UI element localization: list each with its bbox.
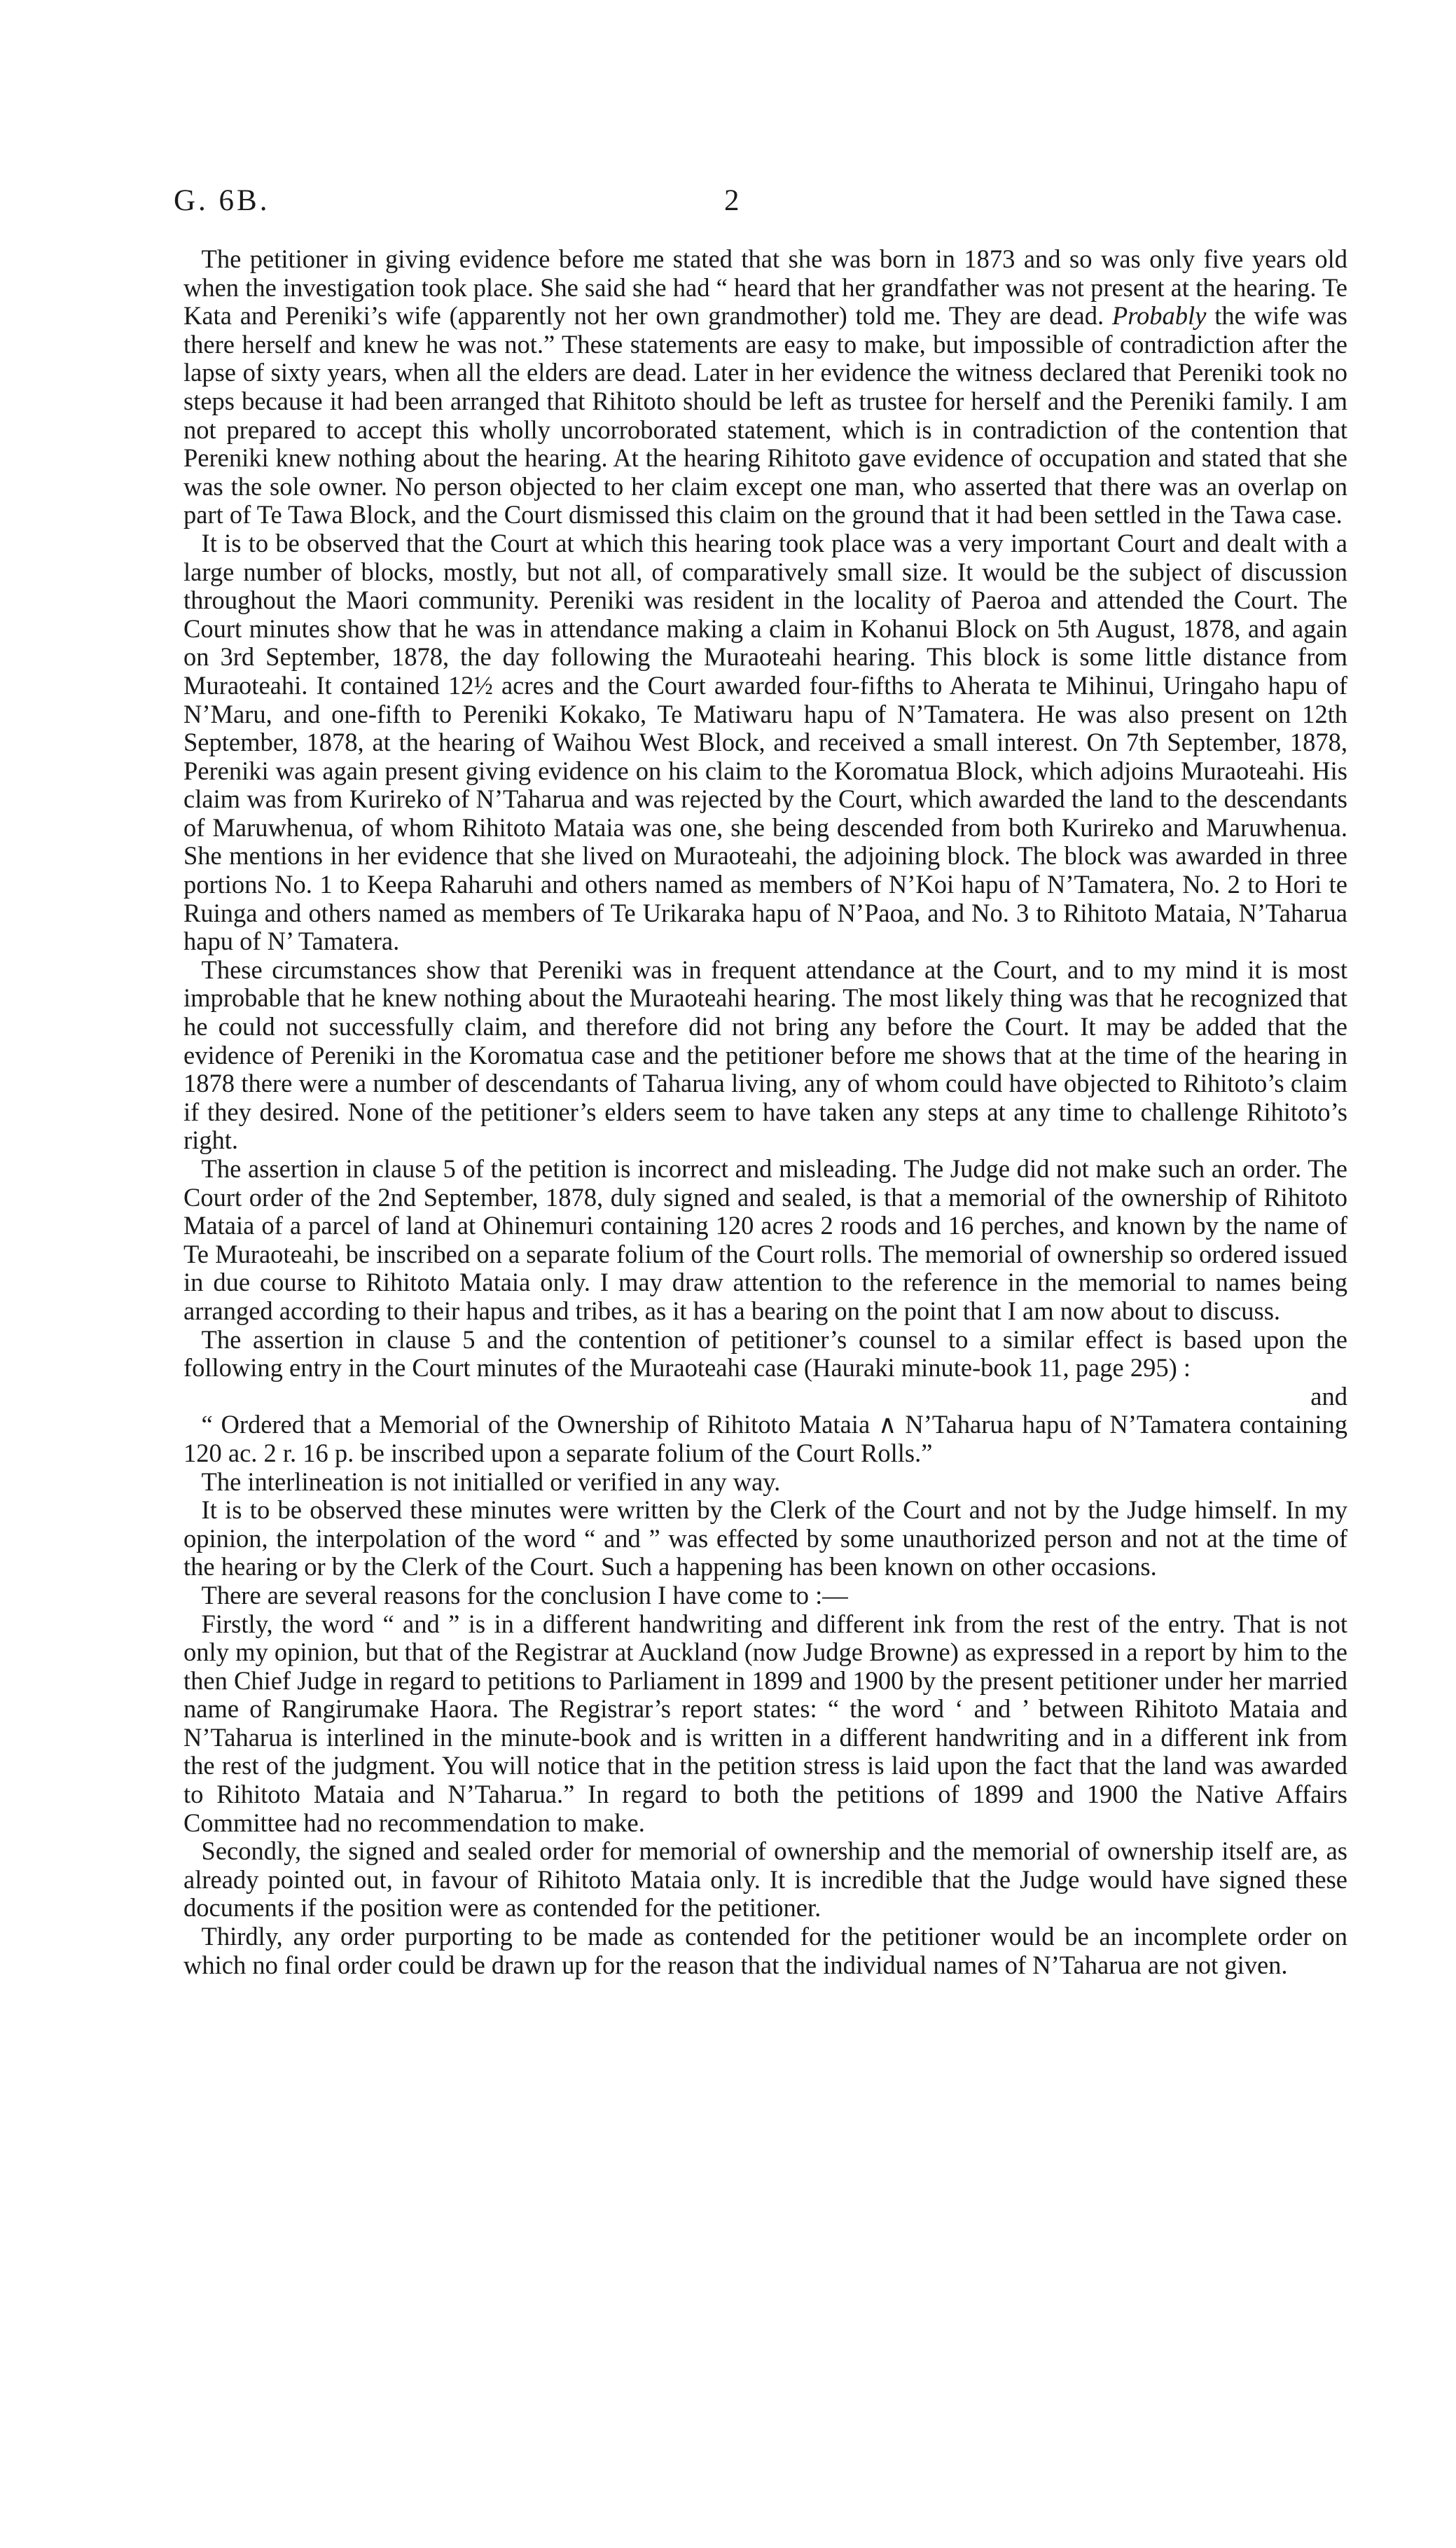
paragraph-7: It is to be observed these minutes were written by the Clerk of the Court and not by the Judge himself. In my opinion, the interpolation of the word “ and ” was effected by some unauthorized person and not at the time of the hearing or by the Clerk of the Court. Such a happening has been known on other occasions. bbox=[183, 1495, 1347, 1581]
page-number: 2 bbox=[724, 184, 740, 217]
paragraph-1-part-b: the wife was there herself and knew he was not.” These statements are easy to make, but impossible of contradiction after the lapse of sixty years, when all the elders are dead. Later in her evidence the witness declared that Pereniki took no steps because it had been arranged that Rihitoto should be left as trustee for herself and the Pereniki family. I am not prepared to accept this wholly uncorroborated statement, which is in contradiction of the contention that Pereniki knew nothing about the hearing. At the hearing Rihitoto gave evidence of occupation and stated that she was the sole owner. No person objected to her claim except one man, who asserted that there was an overlap on part of Te Tawa Block, and the Court dismissed this claim on the ground that it had been settled in the Tawa case. bbox=[183, 301, 1347, 529]
emphasis-probably: Probably bbox=[1111, 301, 1207, 331]
paragraph-11: Thirdly, any order purporting to be made as contended for the petitioner would be an incomplete order on which no final order could be drawn up for the reason that the individual names of N’Taharua are not given. bbox=[183, 1922, 1347, 1979]
page-header bbox=[0, 184, 1456, 226]
court-minute-quote: “ Ordered that a Memorial of the Ownership of Rihitoto Mataia ∧ N’Taharua hapu of N’Tamatera containing 120 ac. 2 r. 16 p. be inscribed upon a separate folium of the Court Rolls.” bbox=[183, 1410, 1347, 1467]
paragraph-1-part-a: The petitioner in giving evidence before me stated that she was born in 1873 and so was only five years old when the investigation took place. She said she had “ heard that her grandfather was not present at the hearing. Te Kata and Pereniki’s wife (apparently not her own grandmother) told me. They are dead. bbox=[183, 244, 1347, 331]
paragraph-1 bbox=[183, 245, 1347, 529]
paragraph-4: The assertion in clause 5 of the petition is incorrect and misleading. The Judge did not make such an order. The Court order of the 2nd September, 1878, duly signed and sealed, is that a memorial of the ownership of Rihitoto Mataia of a parcel of land at Ohinemuri containing 120 acres 2 roods and 16 perches, and known by the name of Te Muraoteahi, be inscribed on a separate folium of the Court rolls. The memorial of ownership so ordered issued in due course to Rihitoto Mataia only. I may draw attention to the reference in the memorial to names being arranged according to their hapus and tribes, as it has a bearing on the point that I am now about to discuss. bbox=[183, 1154, 1347, 1325]
paragraph-8: There are several reasons for the conclusion I have come to :— bbox=[201, 1580, 848, 1609]
paragraph-2: It is to be observed that the Court at which this hearing took place was a very important Court and dealt with a large number of blocks, mostly, but not all, of comparatively small size. It would be the subject of discussion throughout the Maori community. Pereniki was resident in the locality of Paeroa and attended the Court. The Court minutes show that he was in attendance making a claim in Kohanui Block on 5th August, 1878, and again on 3rd September, 1878, the day following the Muraoteahi hearing. This block is some little distance from Muraoteahi. It contained 12½ acres and the Court awarded four-fifths to Aherata te Mihinui, Uringaho hapu of N’Maru, and one-fifth to Pereniki Kokako, Te Matiwaru hapu of N’Tamatera. He was also present on 12th September, 1878, at the hearing of Waihou West Block, and received a small interest. On 7th September, 1878, Pereniki was again present giving evidence on his claim to the Koromatua Block, which adjoins Muraoteahi. His claim was from Kurireko of N’Taharua and was rejected by the Court, which awarded the land to the descendants of Maruwhenua, of whom Rihitoto Mataia was one, she being descended from both Kurireko and Maruwhenua. She mentions in her evidence that she lived on Muraoteahi, the adjoining block. The block was awarded in three portions No. 1 to Keepa Raharuhi and others named as members of N’Koi hapu of N’Tamatera, No. 2 to Hori te Ruinga and others named as members of Te Urikaraka hapu of N’Paoa, and No. 3 to Rihitoto Mataia, N’Taharua hapu of N’ Tamatera. bbox=[183, 528, 1347, 956]
paragraph-3: These circumstances show that Pereniki was in frequent attendance at the Court, and to my mind it is most improbable that he knew nothing about the Muraoteahi hearing. The most likely thing was that he recognized that he could not successfully claim, and therefore did not bring any before the Court. It may be added that the evidence of Pereniki in the Koromatua case and the petitioner before me shows that at the time of the hearing in 1878 there were a number of descendants of Taharua living, any of whom could have objected to Rihitoto’s claim if they desired. None of the petitioner’s elders seem to have taken any steps at any time to challenge Rihitoto’s right. bbox=[183, 955, 1347, 1155]
paragraph-10: Secondly, the signed and sealed order for memorial of ownership and the memorial of ownership itself are, as already pointed out, in favour of Rihitoto Mataia only. It is incredible that the Judge would have signed these documents if the position were as contended for the petitioner. bbox=[183, 1836, 1347, 1923]
interlined-insertion: and bbox=[1310, 1381, 1347, 1411]
paragraph-5: The assertion in clause 5 and the contention of petitioner’s counsel to a similar effect is based upon the following entry in the Court minutes of the Muraoteahi case (Hauraki minute-book 11, page 295) : bbox=[183, 1324, 1347, 1383]
document-body bbox=[183, 245, 1347, 1979]
paragraph-9: Firstly, the word “ and ” is in a different handwriting and different ink from the rest of the entry. That is not only my opinion, but that of the Registrar at Auckland (now Judge Browne) as expressed in a report by him to the then Chief Judge in regard to petitions to Parliament in 1899 and 1900 by the present petitioner under her married name of Rangirumake Haora. The Registrar’s report states: “ the word ‘ and ’ between Rihitoto Mataia and N’Taharua is interlined in the minute-book and is written in a different handwriting and in a different ink from the rest of the judgment. You will notice that in the petition stress is laid upon the fact that the land was awarded to Rihitoto Mataia and N’Taharua.” In regard to both the petitions of 1899 and 1900 the Native Affairs Committee had no recommendation to make. bbox=[183, 1609, 1347, 1837]
document-reference: G. 6B. bbox=[174, 184, 270, 217]
paragraph-6: The interlineation is not initialled or verified in any way. bbox=[201, 1467, 781, 1496]
